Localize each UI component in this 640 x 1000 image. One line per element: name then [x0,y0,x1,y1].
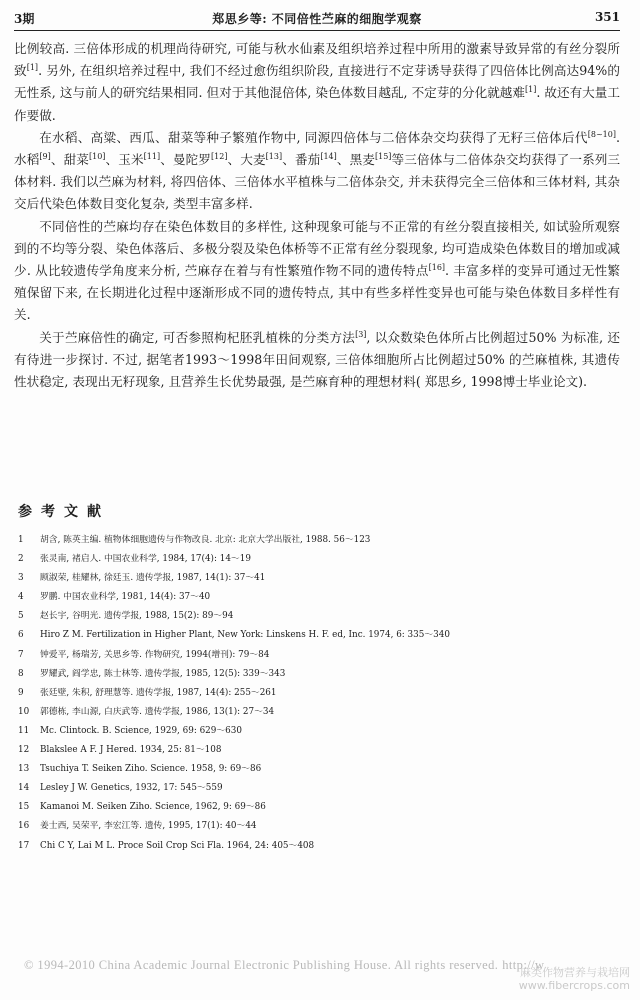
body-text [14,38,620,393]
text-run: 、大麦 [227,152,266,168]
reference-item [18,665,620,684]
reference-text: Tsuchiya T. Seiken Ziho. Science. 1958, 9: 69～86 [40,764,262,775]
reference-item [18,703,620,722]
reference-number: 11 [18,725,30,736]
reference-item [18,569,620,588]
text-run: 等三倍体与二倍体杂交均获得了一系列三体材料. 我们以苎麻为材料, 将四倍体、三倍体水平植株与二倍体杂交, 并未获得完全三倍体和三体材料, 其杂交后代染色体数目变化复杂, 类型丰富多样. [14,152,621,212]
reference-item [18,722,620,741]
reference-text: Mc. Clintock. B. Science, 1929, 69: 629～630 [40,725,242,736]
reference-text: Blakslee A F. J Hered. 1934, 25: 81～108 [40,745,222,756]
reference-text: 姜士西, 吴荣平, 李宏江等. 遗传, 1995, 17(1): 40～44 [40,821,257,832]
reference-item [18,550,620,569]
site-watermark [519,966,630,992]
reference-text: 张廷壁, 朱积, 舒理慧等. 遗传学报, 1987, 14(4): 255～261 [40,687,277,698]
reference-number: 6 [18,630,24,641]
reference-item [18,798,620,817]
reference-number: 5 [18,611,24,622]
body-paragraph [14,216,620,327]
reference-item [18,646,620,665]
text-run: 、玉米 [105,152,144,168]
text-run: . 另外, 在组织培养过程中, 我们不经过愈伤组织阶段, 直接进行不定芽诱导获得了四倍体比例高达94%的无性系, 这与前人的研究结果相同. 但对于其他混倍体, 染色体数目越乱, 不定芽的分化就越难 [14,63,620,101]
reference-number: 10 [18,706,30,717]
reference-item [18,779,620,798]
citation-marker[interactable]: [3] [355,329,367,339]
reference-text: 罗鹏. 中国农业科学, 1981, 14(4): 37～40 [40,592,211,603]
citation-marker[interactable]: [13] [265,152,283,162]
copyright-notice: © 1994-2010 China Academic Journal Electronic Publishing House. All rights reserved. [24,958,499,972]
reference-number: 17 [18,840,30,851]
reference-item [18,607,620,626]
body-paragraph [14,38,620,127]
reference-text: 钟爱平, 杨瑞芳, 关思乡等. 作物研究, 1994(增刊): 79～84 [40,649,270,660]
text-run: 比例较高. 三倍体形成的机理尚待研究, 可能与秋水仙素及组织培养过程中所用的激素导致异常的有丝分裂所致 [14,41,620,79]
reference-number: 8 [18,668,24,679]
watermark-site-url: www.fibercrops.com [518,979,630,992]
reference-text: 郭德栋, 李山源, 白庆武等. 遗传学报, 1986, 13(1): 27～34 [40,706,275,717]
citation-marker[interactable]: [11] [143,152,161,162]
reference-item [18,626,620,645]
citation-marker[interactable]: [16] [428,263,446,273]
reference-number: 14 [18,783,30,794]
citation-marker[interactable]: [10] [89,152,106,162]
text-run: , 以众数染色体所占比例超过50% 为标准, 还有待进一步探讨. 不过, 据笔者1993～1998年田间观察, 三倍体细胞所占比例超过50% 的苎麻植株, 其遗传性状稳定, 表现出无籽现象, 且营养生长优势最强, 是苎麻育种的理想材料( 郑思乡, 1998博士毕业论文). [14,329,620,390]
reference-text: Hiro Z M. Fertilization in Higher Plant, New York: Linskens H. F. ed, Inc. 1974, 6: 335～340 [40,630,450,641]
reference-text: 张灵南, 褚启人. 中国农业科学, 1984, 17(4): 14～19 [40,554,251,565]
citation-marker[interactable]: [12] [211,152,228,162]
reference-text: 罗耀武, 阎学忠, 陈士林等. 遗传学报, 1985, 12(5): 339～343 [40,668,286,679]
reference-number: 9 [18,687,24,698]
page-footer [24,958,544,973]
reference-item [18,837,620,856]
reference-text: Lesley J W. Genetics, 1932, 17: 545～559 [40,783,223,794]
text-run: 、黑麦 [336,152,375,168]
page-number: 351 [594,10,620,24]
reference-item [18,588,620,607]
reference-item [18,741,620,760]
references-list [18,531,620,856]
reference-number: 3 [18,573,24,584]
reference-item [18,817,620,836]
reference-text: 胡含, 陈英主编. 植物体细胞遗传与作物改良. 北京: 北京大学出版社, 1988. 56～123 [40,535,371,545]
text-run: 、番茄 [282,152,321,168]
body-paragraph [14,327,620,394]
reference-number: 7 [18,649,24,660]
reference-item [18,531,620,550]
reference-number: 1 [18,535,24,545]
running-title: 郑思乡等: 不同倍性苎麻的细胞学观察 [212,12,422,26]
citation-marker[interactable]: [1] [26,63,39,73]
text-run: 在水稻、高粱、西瓜、甜菜等种子繁殖作物中, 同源四倍体与二倍体杂交均获得了无籽三倍体后代 [39,129,588,145]
reference-text: 顾淑荣, 桂耀林, 徐廷玉. 遗传学报, 1987, 14(1): 37～41 [40,573,266,584]
text-run: 、曼陀罗 [160,152,212,168]
text-run: 、甜菜 [50,152,89,168]
watermark-site-name: 麻类作物营养与栽培网 [520,966,630,979]
reference-number: 15 [18,802,30,813]
text-run: . 水稻 [14,129,620,168]
reference-number: 16 [18,821,30,832]
reference-number: 4 [18,592,24,603]
body-paragraph [14,127,620,216]
citation-marker[interactable]: [14] [320,152,337,162]
reference-text: Chi C Y, Lai M L. Proce Soil Crop Sci Fla. 1964, 24: 405～408 [40,840,315,851]
reference-item [18,760,620,779]
reference-number: 12 [18,745,30,756]
text-run: . 丰富多样的变异可通过无性繁殖保留下来, 在长期进化过程中逐渐形成不同的遗传特点, 其中有些多样性变异也可能与染色体数目多样性有关. [14,263,621,323]
page-header [14,8,620,31]
citation-marker[interactable]: [8~10] [587,129,616,139]
reference-number: 13 [18,764,30,775]
text-run: . 故还有大量工作要做. [14,85,620,123]
citation-marker[interactable]: [15] [374,152,392,162]
reference-number: 2 [18,554,24,565]
reference-item [18,684,620,703]
text-run: 关于苎麻倍性的确定, 可否参照枸杞胚乳植株的分类方法 [39,329,356,345]
references-heading: 参考文献 [18,504,110,520]
citation-marker[interactable]: [1] [525,85,537,95]
text-run: 不同倍性的苎麻均存在染色体数目的多样性, 这种现象可能与不正常的有丝分裂直接相关, 如试验所观察到的不均等分裂、染色体落后、多极分裂及染色体桥等不正常有丝分裂现象, 均可造成染色体数目的增加或减少. 从比较遗传学角度来分析, 苎麻存在着与有性繁殖作物不同的遗传特点 [14,218,620,279]
reference-text: Kamanoi M. Seiken Ziho. Science, 1962, 9: 69～86 [40,802,266,813]
citation-marker[interactable]: [9] [39,152,51,162]
issue-label: 3期 [14,12,35,26]
reference-text: 赵长宇, 谷明光. 遗传学报, 1988, 15(2): 89～94 [40,611,234,622]
footer-url[interactable]: http://w [502,958,545,972]
